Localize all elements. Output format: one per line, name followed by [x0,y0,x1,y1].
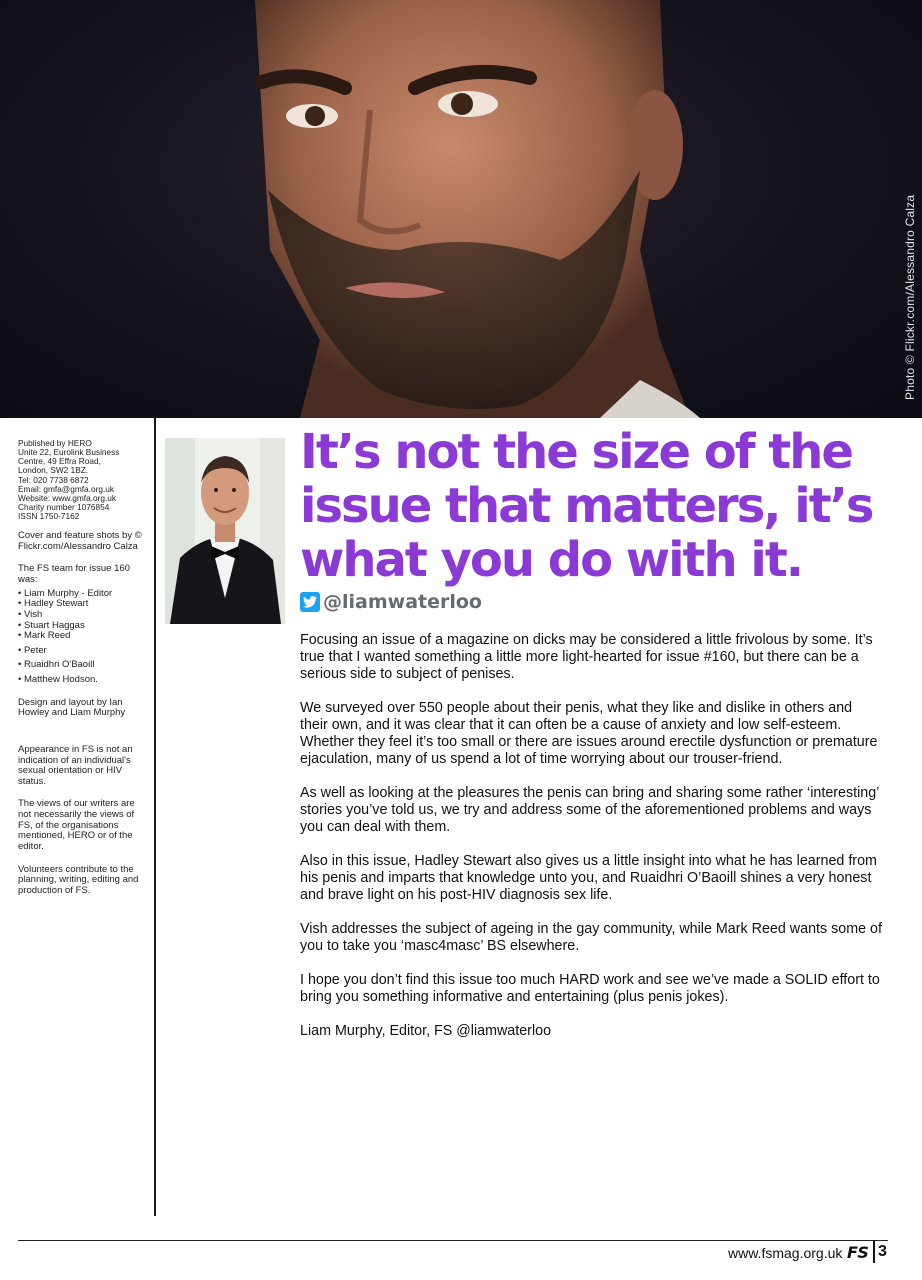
footer-rule [18,1240,888,1241]
appearance-disclaimer: Appearance in FS is not an indication of an individual's sexual orientation or HIV status. [18,743,133,787]
twitter-handle[interactable]: @liamwaterloo [323,591,482,613]
list-item: • Mark Reed [18,631,146,642]
article-body [300,632,882,1057]
paragraph: We surveyed over 550 people about their penis, what they like and dislike in others and their own, and it was clear that it can often be a cause of anxiety and low self-esteem. Whether they feel it’s too small or there are issues around erectile dysfunction or premature ejaculation, many of us spend a lot of time worrying about our trouser-friend. [300,700,878,767]
editor-portrait [165,438,285,624]
list-item: • Hadley Stewart [18,599,146,610]
list-item: • Vish [18,610,146,621]
signoff: Liam Murphy, Editor, FS @liamwaterloo [300,1023,552,1039]
views-disclaimer: The views of our writers are not necessarily the views of FS, of the organisations mentioned, HERO or of the editor. [18,798,135,852]
colophon-sidebar [18,439,146,908]
team-list [18,589,146,686]
hero-photo [0,0,922,418]
team-intro: The FS team for issue 160 was: [18,563,130,585]
cover-credit: Cover and feature shots by © Flickr.com/Alessandro Calza [18,530,142,552]
list-item: • Matthew Hodson. [18,675,146,686]
footer-separator [873,1241,875,1263]
list-item: • Liam Murphy - Editor [18,589,146,600]
list-item: • Ruaidhri O'Baoill [18,660,146,671]
paragraph: Focusing an issue of a magazine on dicks may be considered a little frivolous by some. It’s true that I wanted something a little more light-hearted for issue #160, but there can be a serious side to subject of penises. [300,632,873,682]
photo-credit: Photo © Flickr.com/Alessandro Calza [903,194,917,400]
list-item: • Peter [18,646,146,657]
paragraph: Vish addresses the subject of ageing in the gay community, while Mark Reed wants some of you to take you ‘masc4masc’ BS elsewhere. [300,921,882,954]
twitter-bird-icon [300,592,320,612]
volunteers-note: Volunteers contribute to the planning, writing, editing and production of FS. [18,863,139,896]
twitter-handle-row[interactable] [300,591,482,613]
editor-photo [165,438,285,624]
paragraph: I hope you don’t find this issue too much HARD work and see we’ve made a SOLID effort to bring you something informative and entertaining (plus penis jokes). [300,972,880,1005]
publisher-info: Published by HERO Unite 22, Eurolink Business Centre, 49 Effra Road, London, SW2 1BZ. Tel: 020 7738 6872 Email: gmfa@gmfa.org.uk Website: www.gmfa.org.uk Charity number 1076854 ISSN 1750-7162 [18,438,120,521]
column-divider [154,418,156,1216]
bearded-man-portrait [0,0,922,418]
footer-url[interactable]: www.fsmag.org.uk [728,1245,843,1261]
list-item: • Stuart Haggas [18,621,146,632]
article-headline: It’s not the size of the issue that matters, it’s what you do with it. [300,424,873,588]
paragraph: As well as looking at the pleasures the penis can bring and sharing some rather ‘interesting’ stories you’ve told us, we try and address some of the aforementioned problems and ways you can deal with them. [300,785,879,835]
fs-logo: FS [847,1243,869,1262]
design-credit: Design and layout by Ian Howley and Liam Murphy [18,696,126,719]
paragraph: Also in this issue, Hadley Stewart also gives us a little insight into what he has learned from his penis and imparts that knowledge unto you, and Ruaidhri O’Baoill shines a very honest and brave light on his post-HIV diagnosis sex life. [300,853,877,903]
page-number: 3 [878,1243,887,1260]
